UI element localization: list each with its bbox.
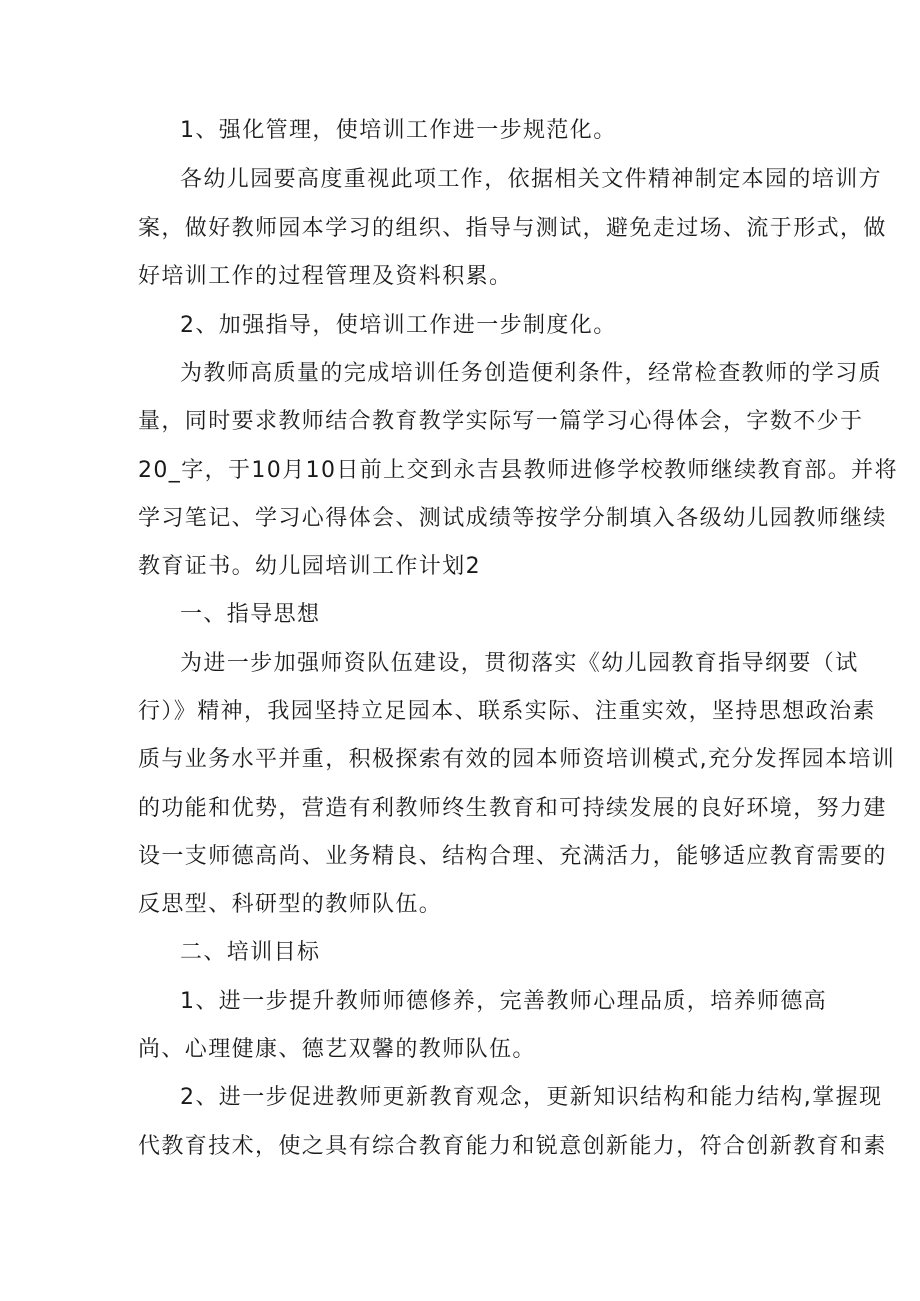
paragraph-line: 代教育技术，使之具有综合教育能力和锐意创新能力，符合创新教育和素 bbox=[138, 1134, 887, 1159]
paragraph-line: 20_字，于10月10日前上交到永吉县教师进修学校教师继续教育部。并将 bbox=[138, 458, 898, 483]
paragraph-line: 尚、心理健康、德艺双馨的教师队伍。 bbox=[138, 1037, 536, 1062]
paragraph-line: 各幼儿园要高度重视此项工作，依据相关文件精神制定本园的培训方 bbox=[180, 167, 883, 192]
section-heading: 二、培训目标 bbox=[180, 940, 321, 965]
paragraph-line: 教育证书。幼儿园培训工作计划2 bbox=[138, 554, 481, 579]
paragraph-line: 案，做好教师园本学习的组织、指导与测试，避免走过场、流于形式，做 bbox=[138, 216, 887, 241]
paragraph-line: 质与业务水平并重，积极探索有效的园本师资培训模式,充分发挥园本培训 bbox=[138, 747, 896, 772]
paragraph-line: 为进一步加强师资队伍建设，贯彻落实《幼儿园教育指导纲要（试 bbox=[180, 651, 859, 676]
paragraph-line: 行）》精神，我园坚持立足园本、联系实际、注重实效，坚持思想政治素 bbox=[138, 699, 876, 724]
paragraph-line: 为教师高质量的完成培训任务创造便利条件，经常检查教师的学习质 bbox=[180, 361, 883, 386]
paragraph-heading: 2、加强指导，使培训工作进一步制度化。 bbox=[180, 313, 617, 338]
paragraph-line: 学习笔记、学习心得体会、测试成绩等按学分制填入各级幼儿园教师继续 bbox=[138, 506, 887, 531]
paragraph-line: 的功能和优势，营造有利教师终生教育和可持续发展的良好环境，努力建 bbox=[138, 796, 887, 821]
paragraph-heading: 1、强化管理，使培训工作进一步规范化。 bbox=[180, 118, 617, 143]
paragraph-line: 设一支师德高尚、业务精良、结构合理、充满活力，能够适应教育需要的 bbox=[138, 844, 887, 869]
paragraph-line: 反思型、科研型的教师队伍。 bbox=[138, 892, 443, 917]
paragraph-line: 好培训工作的过程管理及资料积累。 bbox=[138, 264, 513, 289]
section-heading: 一、指导思想 bbox=[180, 602, 321, 627]
paragraph-line: 量，同时要求教师结合教育教学实际写一篇学习心得体会，字数不少于 bbox=[138, 409, 864, 434]
paragraph-line: 2、进一步促进教师更新教育观念，更新知识结构和能力结构,掌握现 bbox=[180, 1085, 883, 1110]
paragraph-line: 1、进一步提升教师师德修养，完善教师心理品质，培养师德高 bbox=[180, 989, 828, 1014]
